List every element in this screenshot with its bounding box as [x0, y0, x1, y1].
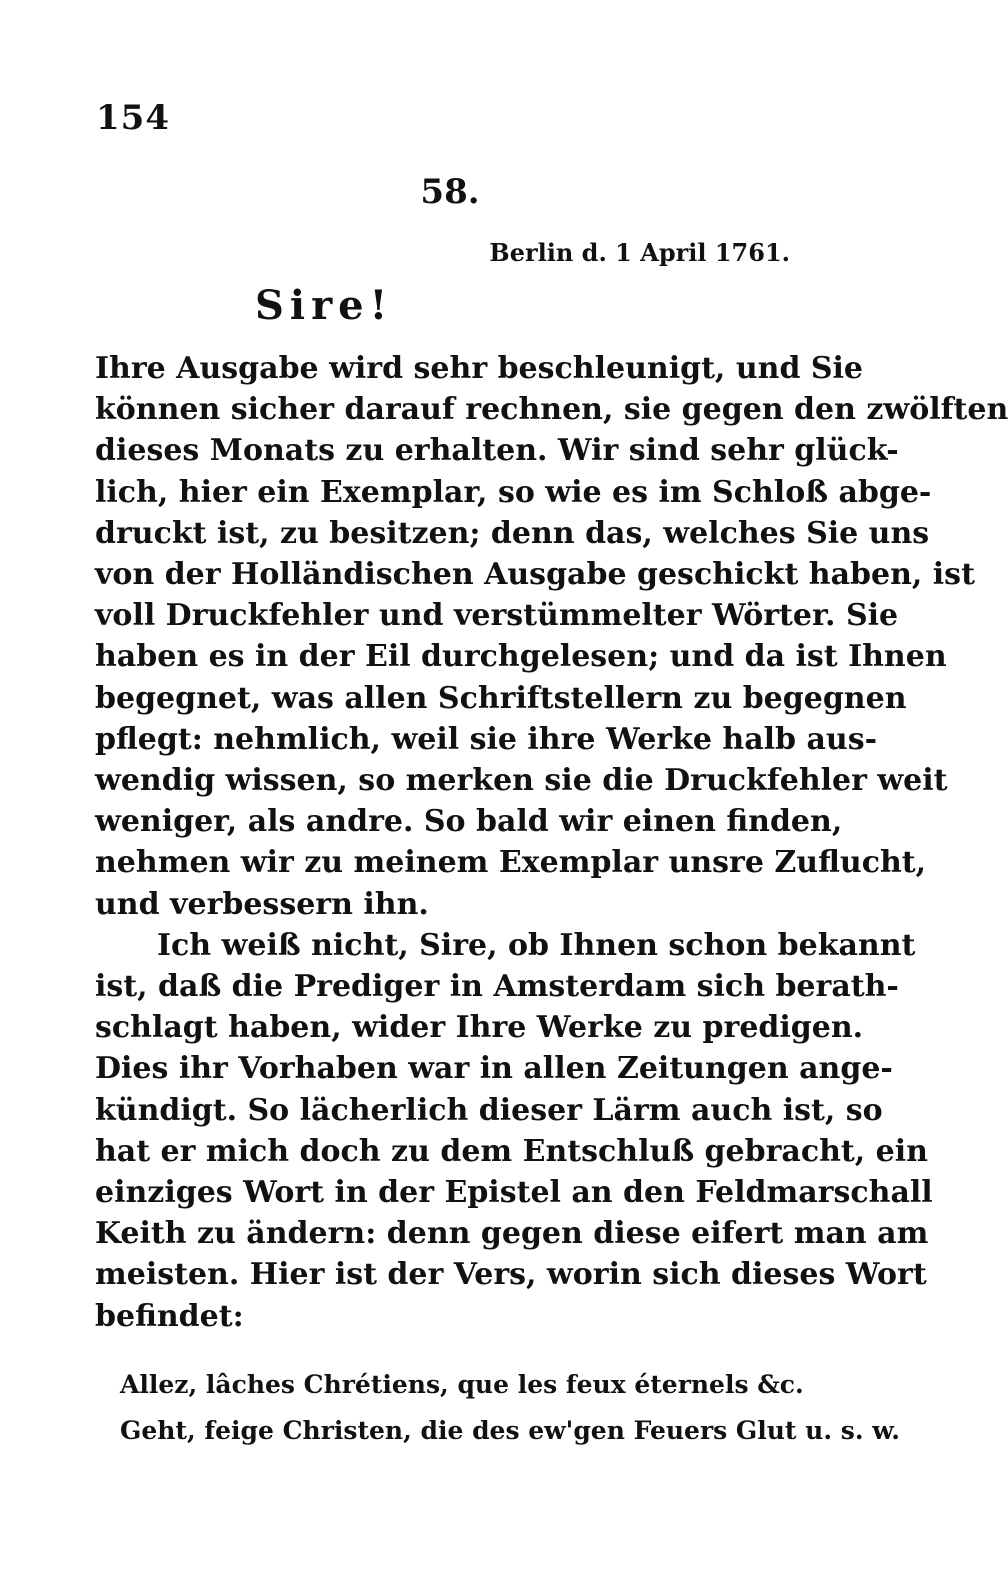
text-line: schlagt haben, wider Ihre Werke zu predigen.	[95, 1010, 864, 1046]
salutation: Sire!	[255, 282, 394, 329]
text-line: wendig wissen, so merken sie die Druckfehler weit	[95, 763, 948, 799]
text-line: haben es in der Eil durchgelesen; und da ist Ihnen	[95, 639, 947, 675]
text-line: Ihre Ausgabe wird sehr beschleunigt, und Sie	[95, 351, 864, 386]
text-line: begegnet, was allen Schriftstellern zu begegnen	[95, 680, 907, 716]
text-line: Ich weiß nicht, Sire, ob Ihnen schon bekannt	[157, 927, 916, 963]
text-line: weniger, als andre. So bald wir einen finden,	[95, 804, 843, 840]
text-line: Dies ihr Vorhaben war in allen Zeitungen ange-	[95, 1051, 893, 1087]
letter-number: 58.	[420, 172, 480, 212]
letter-body	[95, 348, 1008, 1337]
text-line: hat er mich doch zu dem Entschluß gebracht, ein	[95, 1133, 928, 1169]
text-line: ist, daß die Prediger in Amsterdam sich berath-	[95, 969, 899, 1005]
page-number: 154	[96, 98, 170, 138]
dateline: Berlin d. 1 April 1761.	[489, 238, 790, 267]
text-line: nehmen wir zu meinem Exemplar unsre Zuflucht,	[95, 845, 927, 881]
text-line: von der Holländischen Ausgabe geschickt haben, ist	[95, 557, 975, 593]
text-line: dieses Monats zu erhalten. Wir sind sehr glück-	[95, 433, 899, 469]
paragraph-1	[95, 348, 1008, 925]
text-line: meisten. Hier ist der Vers, worin sich dieses Wort	[95, 1257, 927, 1293]
text-line: voll Druckfehler und verstümmelter Wörter. Sie	[95, 598, 899, 634]
verse-quotation	[120, 1362, 900, 1454]
text-line: Keith zu ändern: denn gegen diese eifert man am	[95, 1216, 929, 1252]
text-line: und verbessern ihn.	[95, 886, 429, 922]
german-verse: Geht, feige Christen, die des ew'gen Feuers Glut u. s. w.	[120, 1416, 900, 1445]
text-line: können sicher darauf rechnen, sie gegen den zwölften	[95, 392, 1008, 428]
text-line: druckt ist, zu besitzen; denn das, welches Sie uns	[95, 515, 930, 551]
paragraph-2	[95, 925, 933, 1337]
text-line: kündigt. So lächerlich dieser Lärm auch ist, so	[95, 1092, 883, 1128]
text-line: befindet:	[95, 1298, 244, 1334]
french-verse: Allez, lâches Chrétiens, que les feux éternels &c.	[120, 1370, 804, 1399]
text-line: lich, hier ein Exemplar, so wie es im Schloß abge-	[95, 474, 932, 510]
text-line: pflegt: nehmlich, weil sie ihre Werke halb aus-	[95, 721, 878, 757]
text-line: einziges Wort in der Epistel an den Feldmarschall	[95, 1175, 933, 1211]
